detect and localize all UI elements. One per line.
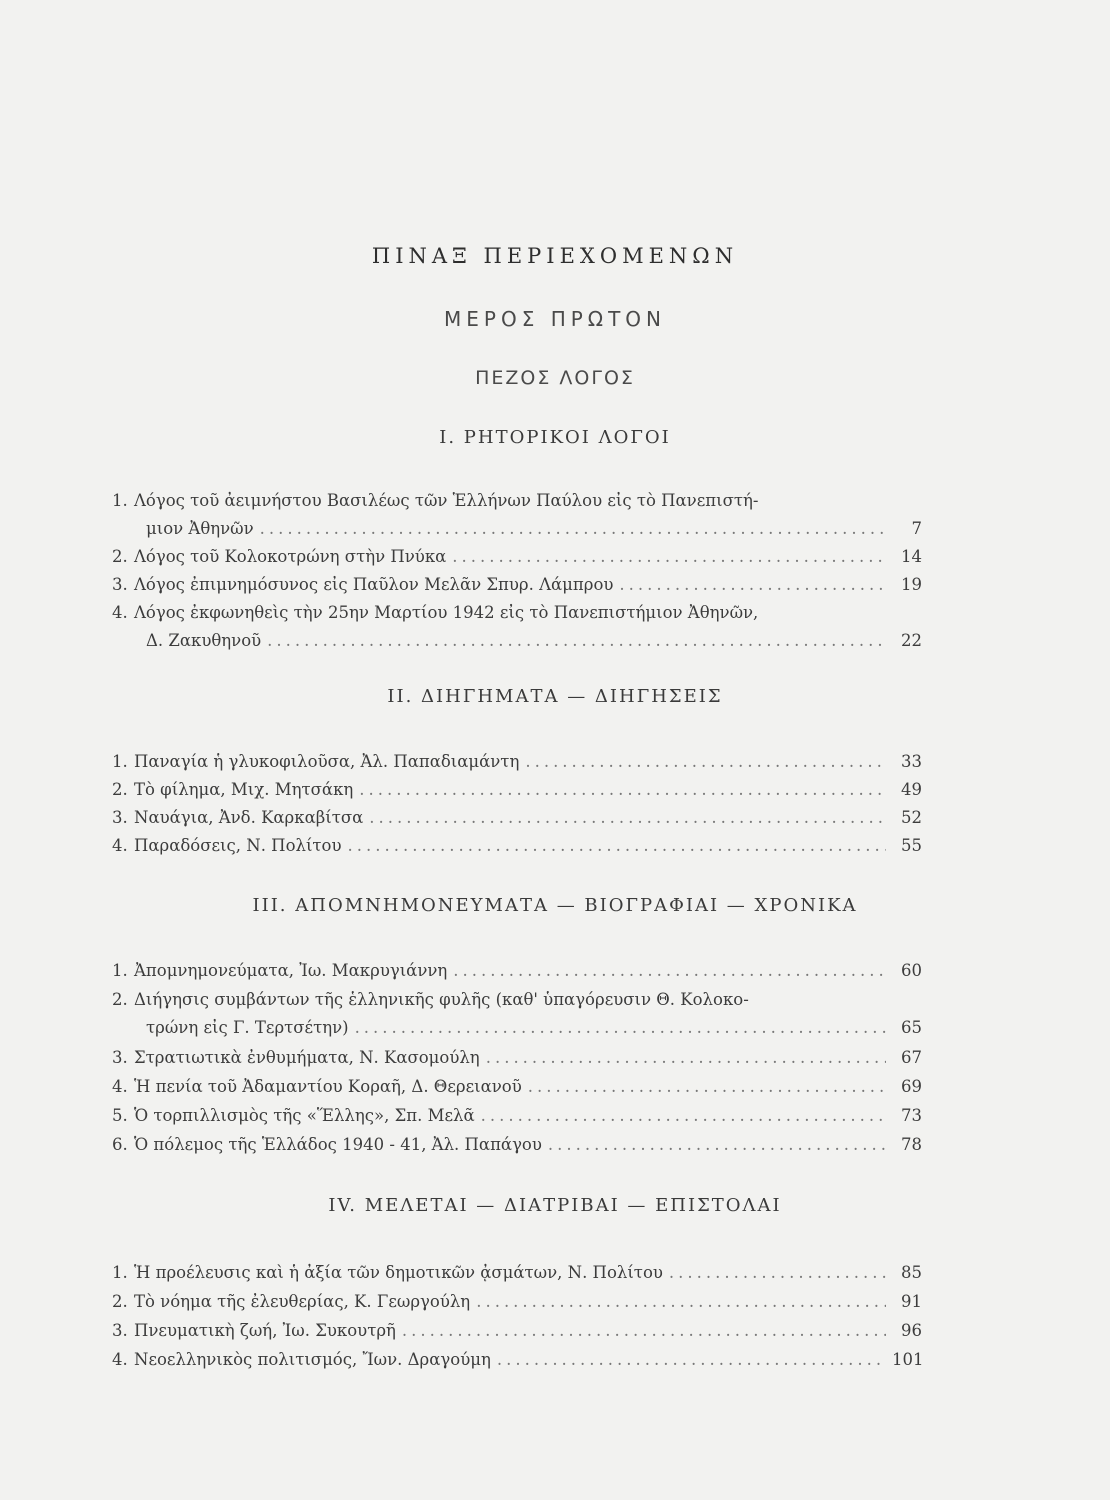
- entry-number: 5.: [112, 1106, 128, 1125]
- entry-number: 1.: [112, 961, 128, 980]
- dot-leader: [481, 1102, 886, 1130]
- toc-entry: [112, 1131, 922, 1159]
- entry-number: 3.: [112, 808, 128, 827]
- entry-text: Νεοελληνικὸς πολιτισμός, Ἴων. Δραγούμη: [134, 1350, 491, 1369]
- entry-number: 6.: [112, 1135, 128, 1154]
- dot-leader: [548, 1131, 886, 1159]
- dot-leader: [619, 571, 886, 599]
- subpart-heading: ΠΕΖΟΣ ΛΟΓΟΣ: [475, 367, 635, 389]
- toc-entry: [112, 1102, 922, 1130]
- dot-leader: [497, 1346, 886, 1374]
- page-number: 33: [901, 752, 922, 771]
- entry-text: Λόγος ἐπιμνημόσυνος εἰς Παῦλον Μελᾶν Σπυρ. Λάμπρου: [134, 575, 614, 594]
- dot-leader: [476, 1288, 886, 1316]
- entry-text: Παναγία ἡ γλυκοφιλοῦσα, Ἀλ. Παπαδιαμάντη: [134, 752, 520, 771]
- dot-leader: [525, 748, 886, 776]
- entry-text: Λόγος τοῦ Κολοκοτρώνη στὴν Πνύκα: [134, 547, 447, 566]
- entry-text: Στρατιωτικὰ ἐνθυμήματα, Ν. Κασομούλη: [134, 1048, 480, 1067]
- entry-text: Ἡ πενία τοῦ Ἀδαμαντίου Κοραῆ, Δ. Θερειανοῦ: [134, 1077, 522, 1096]
- entry-number: 3.: [112, 575, 128, 594]
- entry-number: 1.: [112, 491, 128, 510]
- toc-entry: [112, 832, 922, 860]
- section-heading-3: III. ΑΠΟΜΝΗΜΟΝΕΥΜΑΤΑ — ΒΙΟΓΡΑΦΙΑΙ — ΧΡΟΝΙΚΑ: [252, 895, 858, 916]
- page-number: 14: [901, 547, 922, 566]
- entry-text: Πνευματικὴ ζωή, Ἰω. Συκουτρῆ: [134, 1321, 396, 1340]
- page-number: 73: [901, 1106, 922, 1125]
- toc-entry: [112, 1317, 922, 1345]
- page-number: 60: [901, 961, 922, 980]
- page-number: 85: [901, 1263, 922, 1282]
- toc-entry: [112, 487, 922, 543]
- dot-leader: [355, 1014, 886, 1042]
- entry-number: 4.: [112, 603, 128, 622]
- entry-number: 2.: [112, 990, 128, 1009]
- toc-entry: [112, 1288, 922, 1316]
- dot-leader: [260, 515, 886, 543]
- toc-entry: [112, 1259, 922, 1287]
- entry-number: 4.: [112, 1077, 128, 1096]
- entry-number: 4.: [112, 836, 128, 855]
- toc-entry: [112, 1044, 922, 1072]
- toc-entry: [112, 571, 922, 599]
- page-number: 78: [901, 1135, 922, 1154]
- dot-leader: [369, 804, 886, 832]
- dot-leader: [348, 832, 886, 860]
- entry-text: Ναυάγια, Ἀνδ. Καρκαβίτσα: [134, 808, 364, 827]
- toc-entry: [112, 957, 922, 985]
- entry-text-cont: μιον Ἀθηνῶν: [146, 519, 254, 538]
- page-number: 52: [901, 808, 922, 827]
- entry-number: 2.: [112, 1292, 128, 1311]
- dot-leader: [528, 1073, 886, 1101]
- page-number: 96: [901, 1321, 922, 1340]
- entry-text: Τὸ φίλημα, Μιχ. Μητσάκη: [134, 780, 354, 799]
- entry-text: Λόγος ἐκφωνηθεὶς τὴν 25ην Μαρτίου 1942 εἰς τὸ Πανεπιστήμιον Ἀθηνῶν,: [134, 603, 759, 622]
- toc-entry: [112, 986, 922, 1042]
- toc-entry: [112, 776, 922, 804]
- toc-entry: [112, 543, 922, 571]
- entry-text: Ὁ πόλεμος τῆς Ἑλλάδος 1940 - 41, Ἀλ. Παπάγου: [134, 1135, 542, 1154]
- entry-text: Διήγησις συμβάντων τῆς ἑλληνικῆς φυλῆς (καθ' ὑπαγόρευσιν Θ. Κολοκο-: [134, 990, 749, 1009]
- entry-number: 3.: [112, 1321, 128, 1340]
- entry-text-cont: τρώνη εἰς Γ. Τερτσέτην): [146, 1018, 349, 1037]
- dot-leader: [452, 543, 886, 571]
- section-heading-1: I. ΡΗΤΟΡΙΚΟΙ ΛΟΓΟΙ: [439, 427, 671, 448]
- page-number: 22: [901, 631, 922, 650]
- page-number: 67: [901, 1048, 922, 1067]
- entry-text: Ἡ προέλευσις καὶ ἡ ἀξία τῶν δημοτικῶν ᾀσμάτων, Ν. Πολίτου: [134, 1263, 663, 1282]
- entry-text: Παραδόσεις, Ν. Πολίτου: [134, 836, 342, 855]
- part-heading: ΜΕΡΟΣ ΠΡΩΤΟΝ: [444, 307, 666, 331]
- page-number: 101: [892, 1350, 924, 1369]
- section-heading-4: IV. ΜΕΛΕΤΑΙ — ΔΙΑΤΡΙΒΑΙ — ΕΠΙΣΤΟΛΑΙ: [328, 1195, 782, 1216]
- entry-text: Λόγος τοῦ ἀειμνήστου Βασιλέως τῶν Ἑλλήνων Παύλου εἰς τὸ Πανεπιστή-: [134, 491, 759, 510]
- dot-leader: [486, 1044, 886, 1072]
- toc-entry: [112, 1346, 922, 1374]
- toc-entry: [112, 1073, 922, 1101]
- entry-text: Ὁ τορπιλλισμὸς τῆς «Ἕλλης», Σπ. Μελᾶ: [134, 1106, 475, 1125]
- page-number: 91: [901, 1292, 922, 1311]
- entry-number: 4.: [112, 1350, 128, 1369]
- page-number: 65: [901, 1018, 922, 1037]
- dot-leader: [267, 627, 886, 655]
- page-number: 69: [901, 1077, 922, 1096]
- page-number: 19: [901, 575, 922, 594]
- toc-entry: [112, 804, 922, 832]
- page-number: 7: [911, 519, 922, 538]
- entry-text-cont: Δ. Ζακυθηνοῦ: [146, 631, 262, 650]
- entry-number: 2.: [112, 547, 128, 566]
- toc-entry: [112, 748, 922, 776]
- entry-text: Ἀπομνημονεύματα, Ἰω. Μακρυγιάννη: [134, 961, 448, 980]
- section-heading-2: II. ΔΙΗΓΗΜΑΤΑ — ΔΙΗΓΗΣΕΙΣ: [387, 686, 723, 707]
- dot-leader: [669, 1259, 886, 1287]
- toc-title: ΠΙΝΑΞ ΠΕΡΙΕΧΟΜΕΝΩΝ: [371, 244, 739, 268]
- dot-leader: [453, 957, 886, 985]
- dot-leader: [402, 1317, 886, 1345]
- entry-number: 1.: [112, 752, 128, 771]
- page-number: 49: [901, 780, 922, 799]
- dot-leader: [359, 776, 886, 804]
- entry-text: Τὸ νόημα τῆς ἐλευθερίας, Κ. Γεωργούλη: [134, 1292, 471, 1311]
- entry-number: 2.: [112, 780, 128, 799]
- toc-entry: [112, 599, 922, 655]
- entry-number: 1.: [112, 1263, 128, 1282]
- entry-number: 3.: [112, 1048, 128, 1067]
- page-number: 55: [901, 836, 922, 855]
